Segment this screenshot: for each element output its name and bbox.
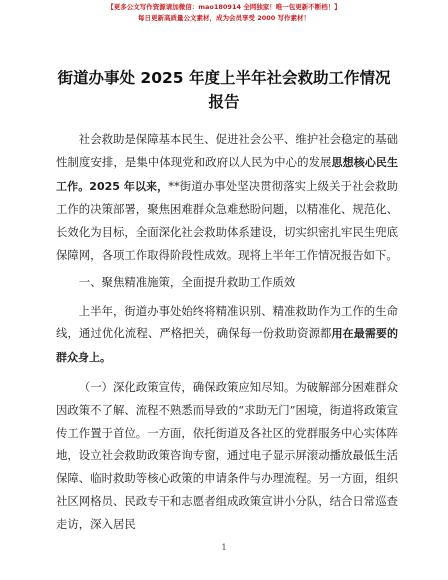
document-body — [56, 128, 398, 536]
page-number: 1 — [221, 543, 227, 552]
promo-banner-line-2: 每日更新高质量公文素材，成为会员享受 2000 写作素材！ — [137, 14, 311, 22]
document-title-line-1: 街道办事处 2025 年度上半年社会救助工作情况 — [57, 69, 391, 87]
document-title-line-2: 报告 — [208, 93, 240, 111]
intro-text-continued: **街道办事处坚决贯彻落实上级关于社会救助工作的决策部署，聚焦困难群众急难愁盼问题，以精准化、规范化、长效化为目标，全面深化社会救助体系建设，切实织密扎牢民生兜底保障网，各项工作取得阶段性成效。现将上半年工作情况报告如下。 — [56, 178, 398, 262]
promo-banner — [0, 0, 448, 23]
section-1-paragraph — [56, 300, 398, 370]
section-1-bold-text: 用在最需要的群众身上。 — [56, 327, 398, 365]
section-heading-1: 一、聚焦精准施策，全面提升救助工作质效 — [78, 274, 296, 289]
intro-text: 社会救助是保障基本民生、促进社会公平、维护社会稳定的基础性制度安排，是集中体现党和政府以人民为中心的发展 — [56, 132, 398, 169]
document-title — [40, 66, 408, 114]
intro-paragraph — [56, 128, 398, 267]
intro-bold-text: 思想核心民生工作。2025 年以来， — [56, 155, 398, 193]
section-1-text: 上半年，街道办事处始终将精准识别、精准救助作为工作的生命线，通过优化流程、严格把关，确保每一份救助资源都 — [56, 303, 398, 341]
subsection-1-paragraph: （一）深化政策宣传，确保政策应知尽知。为破解部分困难群众因政策不了解、流程不熟悉而导致的“求助无门”困境，街道将政策宣传工作置于首位。一方面，依托街道及各社区的党群服务中心实体阵地，设立社会救助政策咨询专窗，通过电子显示屏滚动播放最低生活保障、临时救助等核心政策的申请条件与办理流程。另一方面，组织社区网格员、民政专干和志愿者组成政策宣讲小分队，结合日常巡查走访，深入居民 — [56, 379, 398, 531]
promo-banner-line-1: 【更多公文写作资源请加微信：mao180914 全网独家！唯一包更新不断档！】 — [107, 3, 341, 11]
